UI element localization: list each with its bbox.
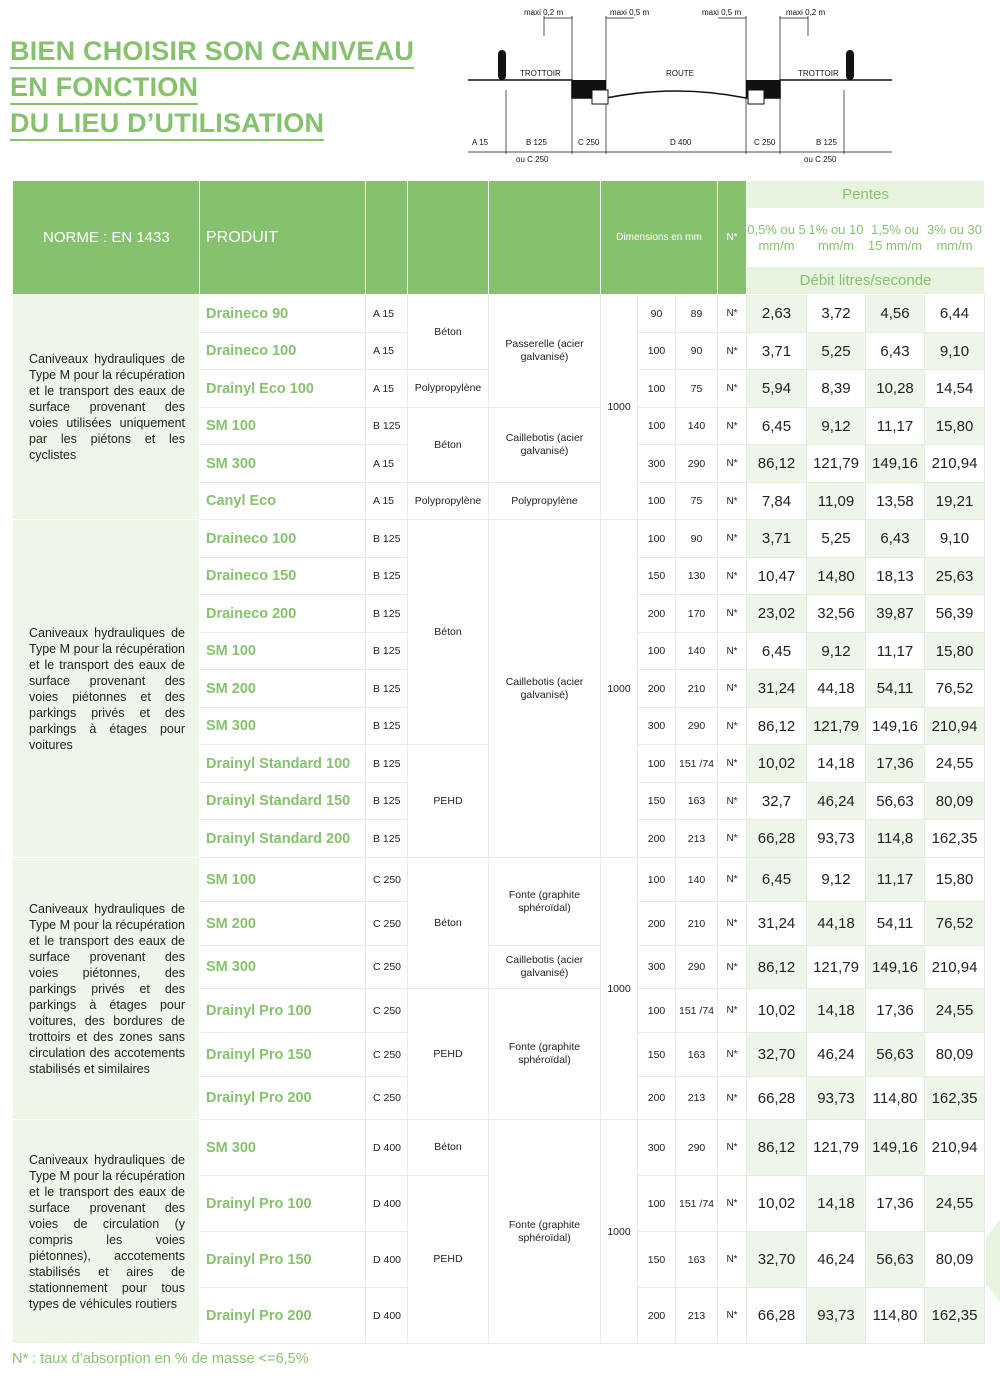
flow-value: 6,45: [747, 633, 807, 670]
channel-material: Béton: [408, 858, 489, 989]
flow-value: 162,35: [925, 1077, 985, 1120]
width-mm: 150: [638, 783, 676, 820]
load-class: D 400: [366, 1120, 408, 1176]
width-mm: 100: [638, 520, 676, 558]
flow-value: 210,94: [925, 946, 985, 989]
absorption-mark: N*: [718, 1232, 747, 1288]
load-class: B 125: [366, 558, 408, 595]
load-class: D 400: [366, 1232, 408, 1288]
header-nstar: N*: [718, 181, 747, 295]
flow-value: 86,12: [747, 1120, 807, 1176]
absorption-mark: N*: [718, 520, 747, 558]
page-tab-decoration: [984, 1220, 1000, 1302]
load-class: C 250: [366, 858, 408, 902]
height-mm: 90: [676, 520, 718, 558]
height-mm: 75: [676, 370, 718, 408]
channel-material: PEHD: [408, 745, 489, 858]
height-mm: 75: [676, 483, 718, 520]
width-mm: 200: [638, 670, 676, 708]
flow-value: 56,63: [866, 1232, 925, 1288]
flow-value: 10,02: [747, 1176, 807, 1232]
flow-value: 6,43: [866, 333, 925, 370]
load-class: B 125: [366, 745, 408, 783]
absorption-mark: N*: [718, 1033, 747, 1077]
load-class: B 125: [366, 783, 408, 820]
width-mm: 150: [638, 558, 676, 595]
height-mm: 290: [676, 445, 718, 483]
height-mm: 140: [676, 633, 718, 670]
flow-value: 23,02: [747, 595, 807, 633]
channel-material: PEHD: [408, 1176, 489, 1344]
diagram-class-6: B 125: [816, 138, 837, 147]
width-mm: 300: [638, 445, 676, 483]
flow-value: 80,09: [925, 1232, 985, 1288]
flow-value: 56,39: [925, 595, 985, 633]
table-row: [13, 520, 985, 558]
channel-material: Béton: [408, 520, 489, 745]
width-mm: 200: [638, 820, 676, 858]
height-mm: 130: [676, 558, 718, 595]
header-produit: PRODUIT: [200, 181, 366, 295]
table-row: [13, 295, 985, 333]
width-mm: 150: [638, 1232, 676, 1288]
absorption-mark: N*: [718, 670, 747, 708]
flow-value: 5,25: [807, 520, 866, 558]
group-description: Caniveaux hydrauliques de Type M pour la récupération et le transport des eaux de surface provenant des voies de circulation (y compris les voies piétonnes), accotements stabilisés et aires de stationnement pour tous types de véhicules routiers: [13, 1120, 200, 1344]
flow-value: 7,84: [747, 483, 807, 520]
absorption-mark: N*: [718, 783, 747, 820]
product-name: SM 100: [200, 633, 366, 670]
width-mm: 200: [638, 902, 676, 946]
flow-value: 24,55: [925, 1176, 985, 1232]
flow-value: 10,02: [747, 989, 807, 1033]
absorption-mark: N*: [718, 989, 747, 1033]
channel-material: Béton: [408, 295, 489, 370]
diagram-top-label-3: maxi 0,5 m: [702, 8, 742, 17]
product-name: Drainyl Standard 150: [200, 783, 366, 820]
load-class: B 125: [366, 633, 408, 670]
flow-value: 10,02: [747, 745, 807, 783]
diagram-class-3: C 250: [578, 138, 600, 147]
flow-value: 15,80: [925, 408, 985, 445]
flow-value: 6,45: [747, 858, 807, 902]
product-name: SM 300: [200, 445, 366, 483]
product-name: SM 100: [200, 408, 366, 445]
product-name: Draineco 100: [200, 333, 366, 370]
product-table: [12, 180, 985, 1344]
flow-value: 13,58: [866, 483, 925, 520]
flow-value: 86,12: [747, 445, 807, 483]
absorption-mark: N*: [718, 708, 747, 745]
absorption-mark: N*: [718, 1077, 747, 1120]
flow-value: 56,63: [866, 783, 925, 820]
absorption-mark: N*: [718, 558, 747, 595]
flow-value: 80,09: [925, 1033, 985, 1077]
width-mm: 90: [638, 295, 676, 333]
width-mm: 150: [638, 1033, 676, 1077]
title-line-2: EN FONCTION: [10, 72, 198, 105]
product-name: SM 200: [200, 902, 366, 946]
channel-material: PEHD: [408, 989, 489, 1120]
flow-value: 46,24: [807, 1232, 866, 1288]
diagram-class-1: A 15: [472, 138, 489, 147]
header-slope-3: 1,5% ou 15 mm/m: [866, 209, 925, 267]
flow-value: 210,94: [925, 1120, 985, 1176]
height-mm: 290: [676, 708, 718, 745]
flow-value: 76,52: [925, 902, 985, 946]
absorption-mark: N*: [718, 633, 747, 670]
channel-material: Béton: [408, 408, 489, 483]
flow-value: 121,79: [807, 708, 866, 745]
width-mm: 100: [638, 858, 676, 902]
flow-value: 24,55: [925, 989, 985, 1033]
height-mm: 163: [676, 783, 718, 820]
diagram-class-4: D 400: [670, 138, 692, 147]
absorption-mark: N*: [718, 483, 747, 520]
load-class: A 15: [366, 483, 408, 520]
product-name: Drainyl Pro 150: [200, 1232, 366, 1288]
flow-value: 44,18: [807, 902, 866, 946]
flow-value: 121,79: [807, 946, 866, 989]
absorption-mark: N*: [718, 858, 747, 902]
flow-value: 10,47: [747, 558, 807, 595]
flow-value: 149,16: [866, 1120, 925, 1176]
load-class: B 125: [366, 670, 408, 708]
product-name: SM 200: [200, 670, 366, 708]
flow-value: 11,09: [807, 483, 866, 520]
flow-value: 6,45: [747, 408, 807, 445]
grille-type: Fonte (graphite sphéroïdal): [489, 1120, 601, 1344]
load-class: A 15: [366, 333, 408, 370]
channel-material: Polypropylène: [408, 483, 489, 520]
height-mm: 140: [676, 858, 718, 902]
width-mm: 300: [638, 946, 676, 989]
flow-value: 66,28: [747, 820, 807, 858]
height-mm: 210: [676, 902, 718, 946]
height-mm: 89: [676, 295, 718, 333]
absorption-mark: N*: [718, 445, 747, 483]
group-description: Caniveaux hydrauliques de Type M pour la récupération et le transport des eaux de surface provenant des voies piétonnes, des parkings privés et des parkings à étages pour voitures, des bordures de trottoirs et des zones sans circulation des accotements stabilisés et similaires: [13, 858, 200, 1120]
flow-value: 4,56: [866, 295, 925, 333]
flow-value: 32,70: [747, 1033, 807, 1077]
diagram-top-label-2: maxi 0,5 m: [610, 8, 650, 17]
flow-value: 9,10: [925, 333, 985, 370]
flow-value: 210,94: [925, 708, 985, 745]
load-class: B 125: [366, 520, 408, 558]
product-name: Drainyl Eco 100: [200, 370, 366, 408]
flow-value: 80,09: [925, 783, 985, 820]
load-class: C 250: [366, 1033, 408, 1077]
flow-value: 9,12: [807, 858, 866, 902]
height-mm: 90: [676, 333, 718, 370]
width-mm: 300: [638, 1120, 676, 1176]
flow-value: 5,25: [807, 333, 866, 370]
product-name: Draineco 200: [200, 595, 366, 633]
flow-value: 24,55: [925, 745, 985, 783]
product-name: Draineco 90: [200, 295, 366, 333]
flow-value: 14,80: [807, 558, 866, 595]
absorption-mark: N*: [718, 902, 747, 946]
flow-value: 9,10: [925, 520, 985, 558]
header-class: [366, 181, 408, 295]
flow-value: 3,71: [747, 520, 807, 558]
absorption-mark: N*: [718, 295, 747, 333]
flow-value: 114,80: [866, 1288, 925, 1344]
diagram-class-2: B 125: [526, 138, 547, 147]
grille-type: Fonte (graphite sphéroïdal): [489, 858, 601, 946]
flow-value: 2,63: [747, 295, 807, 333]
width-mm: 200: [638, 1077, 676, 1120]
diagram-top-label-1: maxi 0,2 m: [524, 8, 564, 17]
width-mm: 100: [638, 633, 676, 670]
header-dimensions: Dimensions en mm: [601, 181, 718, 295]
load-class: C 250: [366, 946, 408, 989]
absorption-mark: N*: [718, 946, 747, 989]
flow-value: 18,13: [866, 558, 925, 595]
diagram-zone-2: ROUTE: [666, 69, 694, 78]
width-mm: 100: [638, 408, 676, 445]
flow-value: 93,73: [807, 1288, 866, 1344]
grille-type: Fonte (graphite sphéroïdal): [489, 989, 601, 1120]
flow-value: 86,12: [747, 708, 807, 745]
flow-value: 9,12: [807, 408, 866, 445]
table-row: [13, 1120, 985, 1176]
header-debit: Débit litres/seconde: [747, 267, 985, 295]
flow-value: 86,12: [747, 946, 807, 989]
diagram-alt-2: ou C 250: [804, 155, 837, 164]
absorption-mark: N*: [718, 333, 747, 370]
load-class: C 250: [366, 902, 408, 946]
grille-type: Passerelle (acier galvanisé): [489, 295, 601, 408]
product-name: Draineco 100: [200, 520, 366, 558]
flow-value: 14,18: [807, 745, 866, 783]
product-name: SM 300: [200, 708, 366, 745]
flow-value: 11,17: [866, 633, 925, 670]
load-class: B 125: [366, 595, 408, 633]
header-norme: NORME : EN 1433: [13, 181, 200, 295]
absorption-mark: N*: [718, 1288, 747, 1344]
flow-value: 93,73: [807, 1077, 866, 1120]
flow-value: 114,8: [866, 820, 925, 858]
title-line-3: DU LIEU D’UTILISATION: [10, 108, 324, 141]
flow-value: 14,18: [807, 989, 866, 1033]
flow-value: 56,63: [866, 1033, 925, 1077]
product-name: SM 300: [200, 946, 366, 989]
height-mm: 290: [676, 946, 718, 989]
width-mm: 100: [638, 370, 676, 408]
height-mm: 170: [676, 595, 718, 633]
product-name: Canyl Eco: [200, 483, 366, 520]
flow-value: 31,24: [747, 902, 807, 946]
header-slope-1: 0,5% ou 5 mm/m: [747, 209, 807, 267]
flow-value: 114,80: [866, 1077, 925, 1120]
width-mm: 200: [638, 595, 676, 633]
flow-value: 3,72: [807, 295, 866, 333]
header-slope-4: 3% ou 30 mm/m: [925, 209, 985, 267]
page-title: [10, 36, 430, 144]
load-class: A 15: [366, 370, 408, 408]
flow-value: 32,7: [747, 783, 807, 820]
height-mm: 151 /74: [676, 745, 718, 783]
flow-value: 210,94: [925, 445, 985, 483]
product-name: Drainyl Standard 200: [200, 820, 366, 858]
road-section-diagram: [464, 4, 896, 166]
flow-value: 76,52: [925, 670, 985, 708]
flow-value: 10,28: [866, 370, 925, 408]
header-slope-2: 1% ou 10 mm/m: [807, 209, 866, 267]
flow-value: 11,17: [866, 408, 925, 445]
grille-type: Caillebotis (acier galvanisé): [489, 408, 601, 483]
flow-value: 8,39: [807, 370, 866, 408]
flow-value: 9,12: [807, 633, 866, 670]
grille-type: Polypropylène: [489, 483, 601, 520]
load-class: D 400: [366, 1176, 408, 1232]
height-mm: 163: [676, 1232, 718, 1288]
table-body: [13, 295, 985, 1344]
height-mm: 210: [676, 670, 718, 708]
flow-value: 46,24: [807, 1033, 866, 1077]
product-name: Drainyl Pro 200: [200, 1288, 366, 1344]
flow-value: 25,63: [925, 558, 985, 595]
flow-value: 31,24: [747, 670, 807, 708]
flow-value: 6,43: [866, 520, 925, 558]
width-mm: 100: [638, 745, 676, 783]
height-mm: 213: [676, 1288, 718, 1344]
width-mm: 100: [638, 989, 676, 1033]
height-mm: 140: [676, 408, 718, 445]
product-name: SM 100: [200, 858, 366, 902]
flow-value: 149,16: [866, 946, 925, 989]
load-class: D 400: [366, 1288, 408, 1344]
length-mm: 1000: [601, 858, 638, 1120]
flow-value: 54,11: [866, 670, 925, 708]
load-class: B 125: [366, 708, 408, 745]
header-material: [408, 181, 489, 295]
product-name: Drainyl Pro 100: [200, 989, 366, 1033]
width-mm: 200: [638, 1288, 676, 1344]
flow-value: 39,87: [866, 595, 925, 633]
group-description: Caniveaux hydrauliques de Type M pour la récupération et le transport des eaux de surface provenant des voies utilisées uniquement par les piétons et les cyclistes: [13, 295, 200, 520]
flow-value: 162,35: [925, 1288, 985, 1344]
flow-value: 15,80: [925, 858, 985, 902]
group-description: Caniveaux hydrauliques de Type M pour la récupération et le transport des eaux de surface provenant des voies piétonnes et des parkings privés et des parkings à étages pour voitures: [13, 520, 200, 858]
load-class: B 125: [366, 820, 408, 858]
absorption-mark: N*: [718, 1176, 747, 1232]
absorption-mark: N*: [718, 370, 747, 408]
load-class: A 15: [366, 295, 408, 333]
flow-value: 17,36: [866, 989, 925, 1033]
flow-value: 17,36: [866, 745, 925, 783]
flow-value: 121,79: [807, 445, 866, 483]
flow-value: 11,17: [866, 858, 925, 902]
length-mm: 1000: [601, 1120, 638, 1344]
flow-value: 5,94: [747, 370, 807, 408]
height-mm: 213: [676, 820, 718, 858]
flow-value: 162,35: [925, 820, 985, 858]
flow-value: 14,54: [925, 370, 985, 408]
flow-value: 6,44: [925, 295, 985, 333]
length-mm: 1000: [601, 295, 638, 520]
load-class: B 125: [366, 408, 408, 445]
absorption-mark: N*: [718, 408, 747, 445]
flow-value: 93,73: [807, 820, 866, 858]
absorption-mark: N*: [718, 1120, 747, 1176]
table-row: [13, 858, 985, 902]
title-line-1: BIEN CHOISIR SON CANIVEAU: [10, 36, 414, 69]
product-name: Drainyl Pro 150: [200, 1033, 366, 1077]
flow-value: 46,24: [807, 783, 866, 820]
grille-type: Caillebotis (acier galvanisé): [489, 946, 601, 989]
product-name: Drainyl Pro 200: [200, 1077, 366, 1120]
product-name: SM 300: [200, 1120, 366, 1176]
product-name: Drainyl Pro 100: [200, 1176, 366, 1232]
absorption-mark: N*: [718, 745, 747, 783]
flow-value: 66,28: [747, 1077, 807, 1120]
footnote: N* : taux d’absorption en % de masse <=6,5%: [12, 1351, 309, 1367]
width-mm: 100: [638, 1176, 676, 1232]
height-mm: 151 /74: [676, 1176, 718, 1232]
diagram-top-label-4: maxi 0,2 m: [786, 8, 826, 17]
diagram-zone-1: TROTTOIR: [520, 69, 561, 78]
load-class: C 250: [366, 1077, 408, 1120]
load-class: A 15: [366, 445, 408, 483]
absorption-mark: N*: [718, 595, 747, 633]
channel-material: Béton: [408, 1120, 489, 1176]
product-name: Drainyl Standard 100: [200, 745, 366, 783]
flow-value: 32,70: [747, 1232, 807, 1288]
header-grille: [489, 181, 601, 295]
channel-material: Polypropylène: [408, 370, 489, 408]
header-pentes: Pentes: [747, 181, 985, 209]
width-mm: 100: [638, 333, 676, 370]
flow-value: 3,71: [747, 333, 807, 370]
flow-value: 149,16: [866, 445, 925, 483]
flow-value: 15,80: [925, 633, 985, 670]
height-mm: 213: [676, 1077, 718, 1120]
load-class: C 250: [366, 989, 408, 1033]
width-mm: 100: [638, 483, 676, 520]
width-mm: 300: [638, 708, 676, 745]
flow-value: 66,28: [747, 1288, 807, 1344]
flow-value: 19,21: [925, 483, 985, 520]
length-mm: 1000: [601, 520, 638, 858]
flow-value: 54,11: [866, 902, 925, 946]
diagram-class-5: C 250: [754, 138, 776, 147]
flow-value: 121,79: [807, 1120, 866, 1176]
diagram-alt-1: ou C 250: [516, 155, 549, 164]
grille-type: Caillebotis (acier galvanisé): [489, 520, 601, 858]
flow-value: 14,18: [807, 1176, 866, 1232]
diagram-zone-3: TROTTOIR: [798, 69, 839, 78]
flow-value: 17,36: [866, 1176, 925, 1232]
flow-value: 32,56: [807, 595, 866, 633]
height-mm: 163: [676, 1033, 718, 1077]
flow-value: 44,18: [807, 670, 866, 708]
product-name: Draineco 150: [200, 558, 366, 595]
height-mm: 290: [676, 1120, 718, 1176]
absorption-mark: N*: [718, 820, 747, 858]
flow-value: 149,16: [866, 708, 925, 745]
height-mm: 151 /74: [676, 989, 718, 1033]
